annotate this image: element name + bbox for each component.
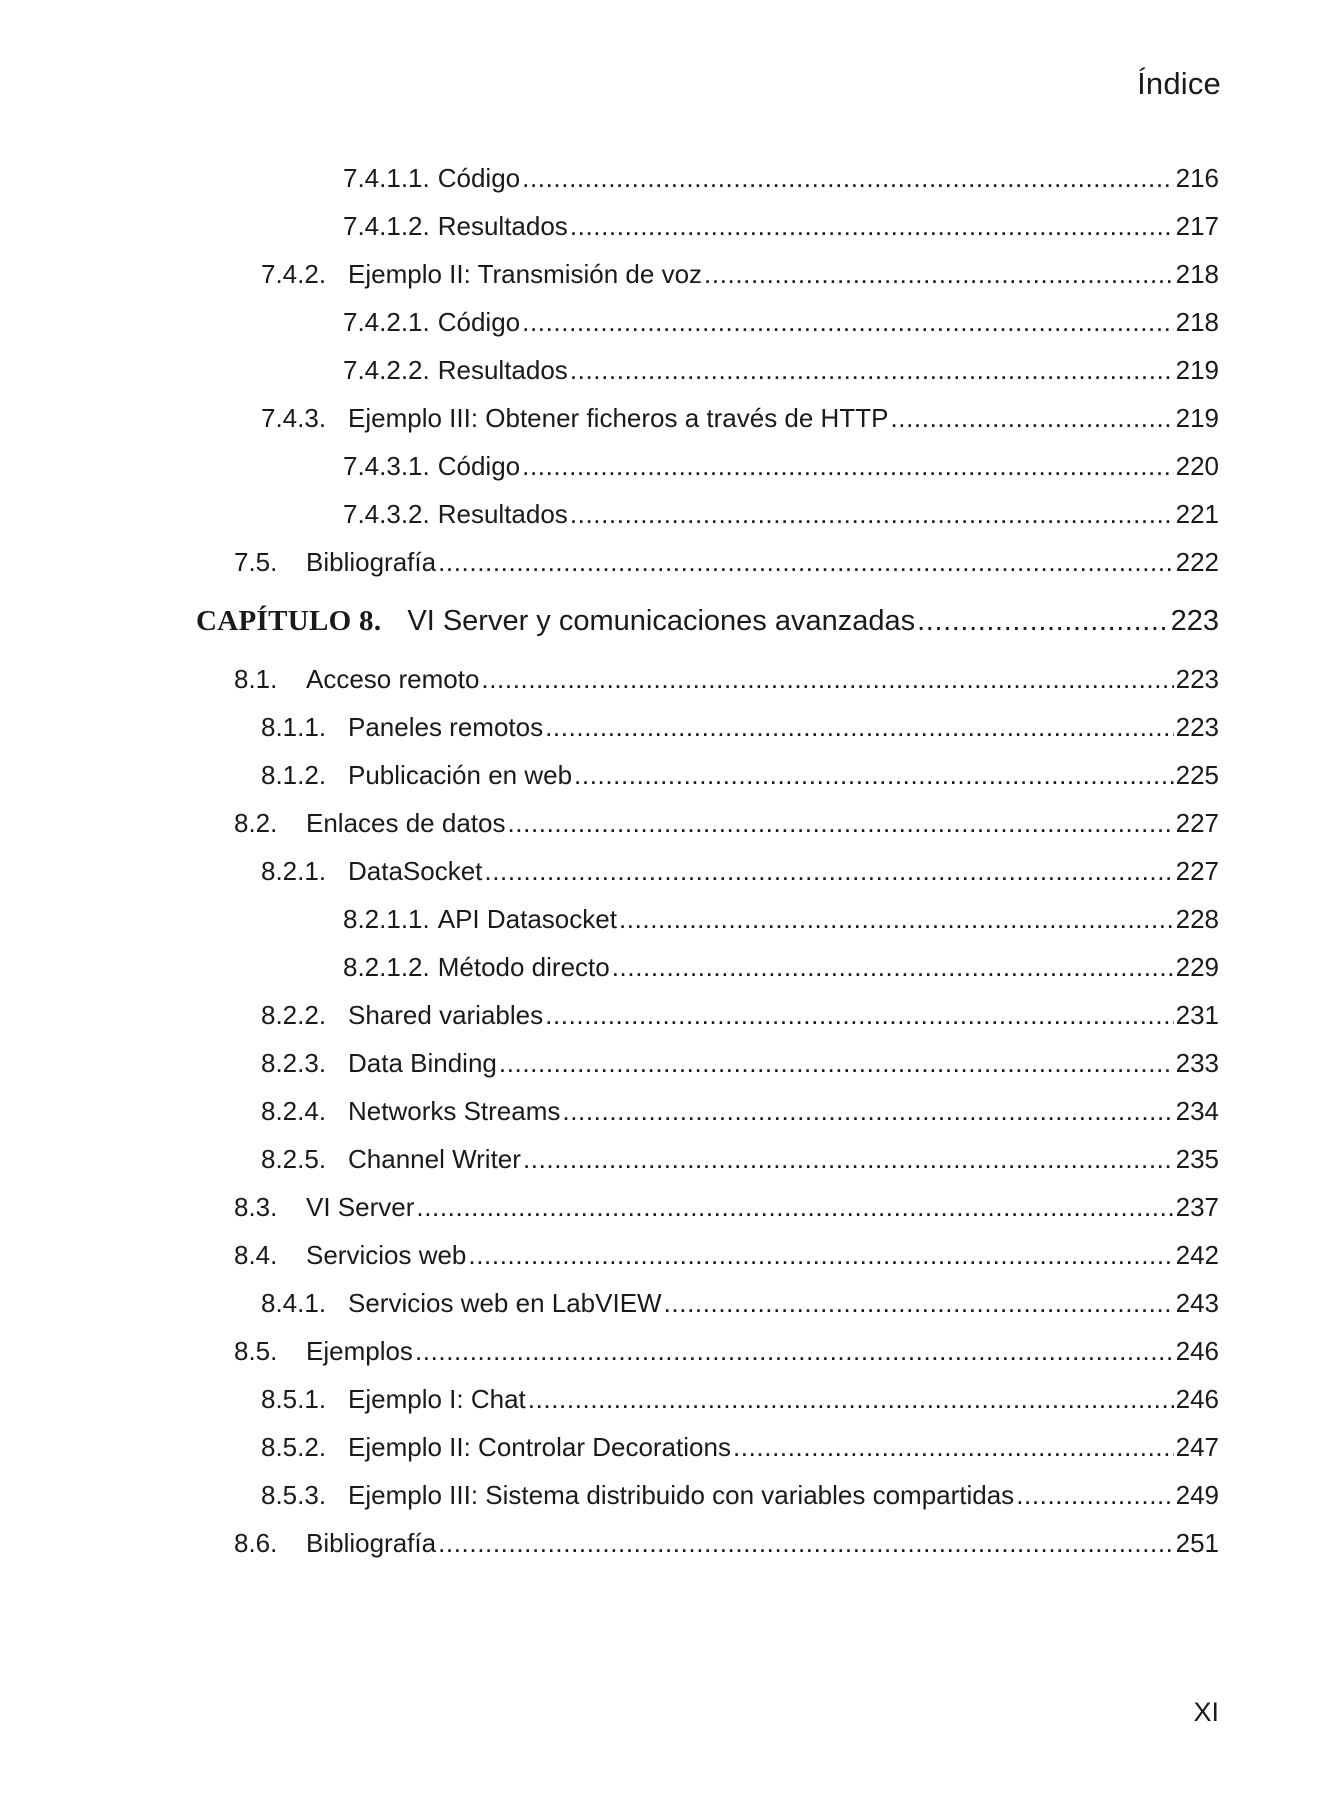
toc-entry (234, 546, 1219, 578)
toc-entry-page: 247 (1175, 1432, 1219, 1462)
toc-entry (234, 1527, 1219, 1559)
toc-entry-page: 229 (1175, 952, 1219, 982)
toc-dot-leader (917, 605, 1168, 637)
toc-entry (261, 999, 1219, 1031)
toc-dot-leader (507, 807, 1173, 839)
toc-entry (343, 162, 1219, 194)
toc-entry-title: Ejemplo II: Controlar Decorations (348, 1432, 731, 1462)
toc-dot-leader (704, 258, 1174, 290)
toc-entry-title: Ejemplo II: Transmisión de voz (348, 259, 703, 289)
toc-entry (343, 498, 1219, 530)
running-header-title: Índice (1137, 66, 1221, 101)
toc-entry (261, 759, 1219, 791)
toc-entry-page: 235 (1175, 1144, 1219, 1174)
toc-entry-number: 8.2.2. (261, 1000, 327, 1030)
toc-entry-page: 231 (1175, 1000, 1219, 1030)
toc-entry-page: 233 (1175, 1048, 1219, 1078)
toc-dot-leader (438, 546, 1174, 578)
toc-dot-leader (574, 759, 1174, 791)
toc-entry-page: 223 (1175, 664, 1219, 694)
toc-entry-page: 246 (1175, 1336, 1219, 1366)
toc-dot-leader (438, 1527, 1174, 1559)
toc-entry-number: CAPÍTULO 8. (196, 605, 382, 637)
toc-entry-page: 223 (1175, 712, 1219, 742)
toc-entry-number: 8.4. (234, 1240, 278, 1270)
toc-entry-page: 225 (1175, 760, 1219, 790)
toc-entry (261, 1431, 1219, 1463)
toc-entry-number: 7.4.2.2. (343, 355, 430, 385)
toc-entry (261, 402, 1219, 434)
toc-entry-number: 8.1.2. (261, 760, 327, 790)
toc-entry (261, 711, 1219, 743)
toc-entry (343, 903, 1219, 935)
toc-entry (261, 1095, 1219, 1127)
toc-entry-title: VI Server y comunicaciones avanzadas (407, 605, 916, 637)
toc-entry-title: DataSocket (348, 856, 483, 886)
toc-entry-page: 249 (1175, 1480, 1219, 1510)
toc-entry-page: 222 (1175, 547, 1219, 577)
toc-entry-title: Shared variables (348, 1000, 544, 1030)
toc-entry-number: 8.5.1. (261, 1384, 327, 1414)
toc-entry-title: Método directo (437, 952, 610, 982)
toc-chapter-heading (196, 605, 1219, 637)
toc-entry-title: Servicios web en LabVIEW (348, 1288, 662, 1318)
toc-dot-leader (733, 1431, 1174, 1463)
toc-entry-number: 8.5. (234, 1336, 278, 1366)
toc-entry-number: 8.2. (234, 808, 278, 838)
toc-dot-leader (1016, 1479, 1173, 1511)
toc-entry (261, 1047, 1219, 1079)
toc-entry (234, 663, 1219, 695)
toc-entry (234, 1191, 1219, 1223)
toc-entry-page: 243 (1175, 1288, 1219, 1318)
toc-entry-page: 237 (1175, 1192, 1219, 1222)
toc-entry-page: 227 (1175, 856, 1219, 886)
toc-entry (234, 1239, 1219, 1271)
page-number: XI (1193, 1697, 1219, 1727)
toc-entry-number: 8.2.1.2. (343, 952, 430, 982)
toc-entry-page: 227 (1175, 808, 1219, 838)
toc-entry (343, 450, 1219, 482)
toc-entry-number: 8.5.3. (261, 1480, 327, 1510)
toc-dot-leader (570, 210, 1174, 242)
toc-entry-title: Channel Writer (348, 1144, 521, 1174)
toc-dot-leader (528, 1383, 1174, 1415)
toc-entry-title: Resultados (437, 499, 568, 529)
toc-dot-leader (468, 1239, 1173, 1271)
toc-entry-title: Bibliografía (306, 1528, 437, 1558)
toc-entry-number: 7.5. (234, 547, 278, 577)
toc-entry-title: Networks Streams (348, 1096, 561, 1126)
toc-entry-title: Código (437, 307, 521, 337)
toc-entry-number: 8.4.1. (261, 1288, 327, 1318)
toc-entry-number: 7.4.3.1. (343, 451, 430, 481)
toc-entry-page: 246 (1175, 1384, 1219, 1414)
toc-entry (261, 855, 1219, 887)
toc-entry-title: Publicación en web (348, 760, 573, 790)
toc-entry-title: Ejemplo III: Obtener ficheros a través de HTTP (348, 403, 889, 433)
toc-entry-title: Paneles remotos (348, 712, 544, 742)
toc-entry-number: 8.2.1. (261, 856, 327, 886)
toc-entry-title: Resultados (437, 211, 568, 241)
toc-entry-number: 7.4.1.2. (343, 211, 430, 241)
toc-entry-title: Resultados (437, 355, 568, 385)
toc-dot-leader (619, 903, 1174, 935)
toc-entry-page: 217 (1175, 211, 1219, 241)
toc-entry-title: Ejemplo III: Sistema distribuido con variables compartidas (348, 1480, 1015, 1510)
toc-entry (343, 306, 1219, 338)
toc-entry-page: 228 (1175, 904, 1219, 934)
toc-dot-leader (612, 951, 1174, 983)
toc-entry-page: 234 (1175, 1096, 1219, 1126)
toc-dot-leader (481, 663, 1173, 695)
toc-entry (234, 1335, 1219, 1367)
toc-entry-page: 251 (1175, 1528, 1219, 1558)
toc-dot-leader (484, 855, 1173, 887)
toc-entry-number: 7.4.1.1. (343, 163, 430, 193)
toc-entry (261, 258, 1219, 290)
toc-dot-leader (415, 1335, 1174, 1367)
toc-dot-leader (562, 1095, 1173, 1127)
toc-entry-title: Código (437, 163, 521, 193)
toc-entry (261, 1287, 1219, 1319)
toc-dot-leader (545, 999, 1173, 1031)
toc-dot-leader (522, 450, 1173, 482)
toc-entry-title: VI Server (306, 1192, 415, 1222)
toc-entry-title: Ejemplos (306, 1336, 413, 1366)
toc-dot-leader (570, 498, 1174, 530)
toc-dot-leader (890, 402, 1173, 434)
toc-entry (261, 1143, 1219, 1175)
toc-dot-leader (499, 1047, 1174, 1079)
toc-entry-number: 8.2.3. (261, 1048, 327, 1078)
toc-entry (343, 210, 1219, 242)
toc-entry-page: 220 (1175, 451, 1219, 481)
toc-entry (261, 1383, 1219, 1415)
toc-entry-title: Data Binding (348, 1048, 497, 1078)
toc-entry-page: 242 (1175, 1240, 1219, 1270)
toc-entry-number: 7.4.3. (261, 403, 327, 433)
toc-entry-title: Servicios web (306, 1240, 467, 1270)
toc-entry-page: 221 (1175, 499, 1219, 529)
toc-dot-leader (522, 162, 1173, 194)
toc-dot-leader (664, 1287, 1174, 1319)
toc-entry-title: API Datasocket (437, 904, 617, 934)
toc-entry-number: 8.1.1. (261, 712, 327, 742)
toc-entry-title: Bibliografía (306, 547, 437, 577)
toc-entry-page: 219 (1175, 403, 1219, 433)
toc-entry (261, 1479, 1219, 1511)
toc-entry-number: 7.4.2.1. (343, 307, 430, 337)
toc-entry-page: 223 (1170, 605, 1219, 637)
toc-entry (343, 354, 1219, 386)
toc-dot-leader (545, 711, 1174, 743)
toc-entry-title: Acceso remoto (306, 664, 480, 694)
toc-entry-number: 8.5.2. (261, 1432, 327, 1462)
toc-dot-leader (523, 1143, 1174, 1175)
toc-entry-page: 219 (1175, 355, 1219, 385)
toc-entry-number: 8.3. (234, 1192, 278, 1222)
toc-entry-number: 8.1. (234, 664, 278, 694)
toc-entry-number: 8.2.4. (261, 1096, 327, 1126)
toc-entry-page: 216 (1175, 163, 1219, 193)
toc-entry (343, 951, 1219, 983)
toc-entry (234, 807, 1219, 839)
toc-entry-number: 8.2.1.1. (343, 904, 430, 934)
toc-dot-leader (570, 354, 1174, 386)
toc-entry-title: Código (437, 451, 521, 481)
toc-entry-title: Enlaces de datos (306, 808, 506, 838)
toc-entry-number: 7.4.3.2. (343, 499, 430, 529)
toc-entry-number: 8.2.5. (261, 1144, 327, 1174)
toc-entry-title: Ejemplo I: Chat (348, 1384, 526, 1414)
toc-dot-leader (522, 306, 1173, 338)
toc-entry-page: 218 (1175, 307, 1219, 337)
toc-dot-leader (416, 1191, 1173, 1223)
toc-entry-page: 218 (1175, 259, 1219, 289)
toc-entry-number: 7.4.2. (261, 259, 327, 289)
toc-entry-number: 8.6. (234, 1528, 278, 1558)
